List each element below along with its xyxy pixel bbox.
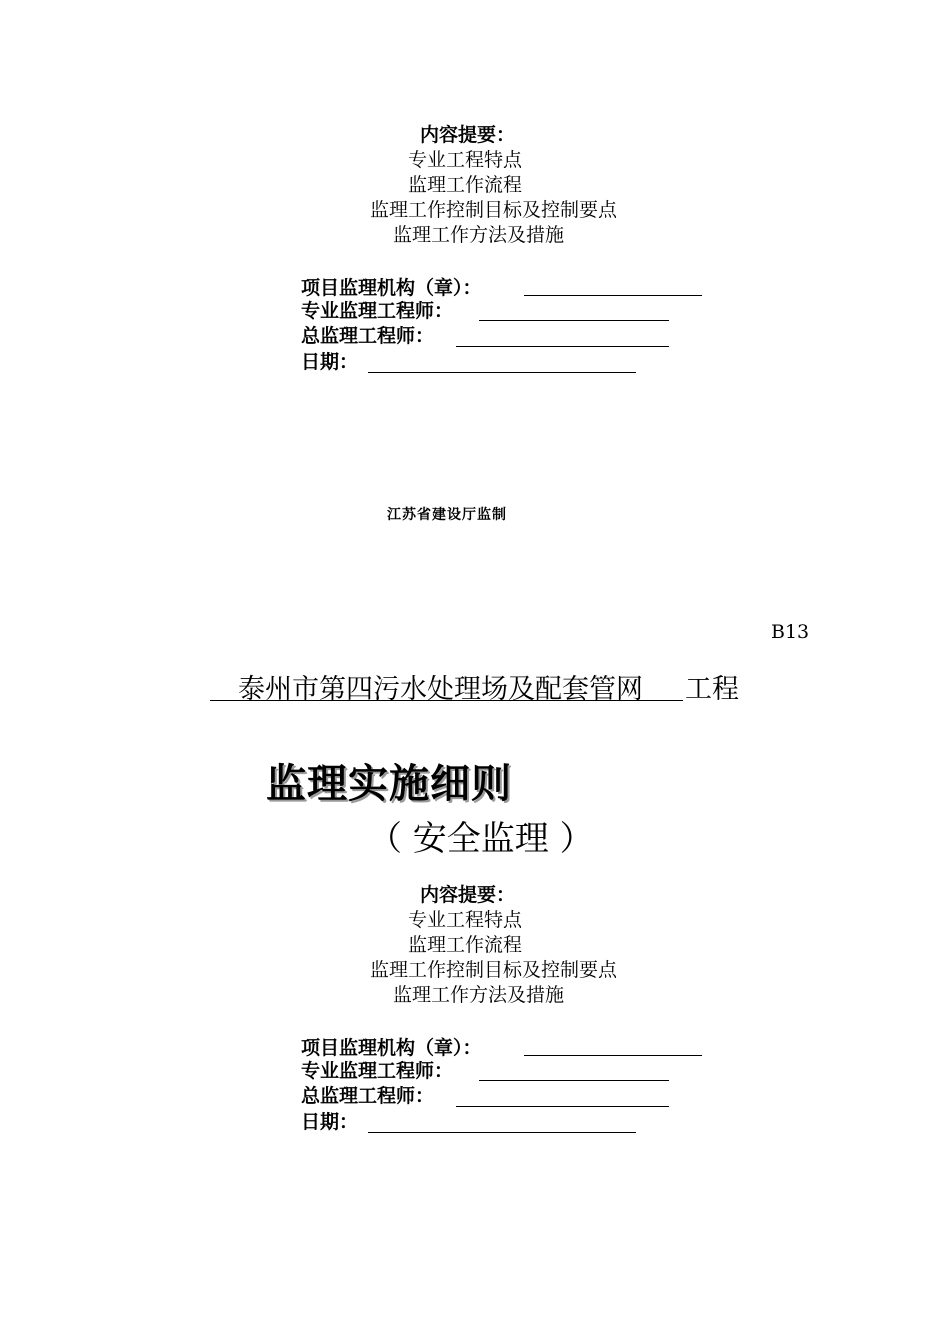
date-label: 日期： xyxy=(301,1111,359,1133)
chief-engineer-field[interactable] xyxy=(456,346,669,347)
agency-seal-label: 项目监理机构（章）： xyxy=(301,1037,482,1059)
project-suffix: 工程 xyxy=(685,674,739,705)
date-label: 日期： xyxy=(301,351,359,373)
agency-seal-label: 项目监理机构（章）： xyxy=(301,277,482,299)
project-name: 泰州市第四污水处理场及配套管网 xyxy=(238,674,643,705)
contents-item: 监理工作控制目标及控制要点 xyxy=(370,959,618,981)
date-field[interactable] xyxy=(368,1132,636,1133)
chief-engineer-label: 总监理工程师： xyxy=(301,1085,435,1107)
contents-item: 专业工程特点 xyxy=(408,149,523,171)
contents-item: 监理工作控制目标及控制要点 xyxy=(370,199,618,221)
contents-item: 监理工作方法及措施 xyxy=(393,224,565,246)
date-field[interactable] xyxy=(368,372,636,373)
form-code: B13 xyxy=(771,621,810,643)
contents-heading: 内容提要： xyxy=(420,884,516,906)
chief-engineer-field[interactable] xyxy=(456,1106,669,1107)
contents-item: 专业工程特点 xyxy=(408,909,523,931)
contents-item: 监理工作流程 xyxy=(408,934,523,956)
contents-item: 监理工作流程 xyxy=(408,174,523,196)
chief-engineer-label: 总监理工程师： xyxy=(301,325,435,347)
specialist-engineer-label: 专业监理工程师： xyxy=(301,300,454,322)
agency-seal-field[interactable] xyxy=(524,295,702,296)
contents-item: 监理工作方法及措施 xyxy=(393,984,565,1006)
contents-heading: 内容提要： xyxy=(420,124,516,146)
specialist-engineer-field[interactable] xyxy=(479,1080,669,1081)
document-subtitle: （ 安全监理 ） xyxy=(368,819,594,859)
issuer-note: 江苏省建设厅监制 xyxy=(387,507,507,523)
specialist-engineer-field[interactable] xyxy=(479,320,669,321)
document-title: 监理实施细则 xyxy=(266,761,512,807)
specialist-engineer-label: 专业监理工程师： xyxy=(301,1060,454,1082)
agency-seal-field[interactable] xyxy=(524,1055,702,1056)
